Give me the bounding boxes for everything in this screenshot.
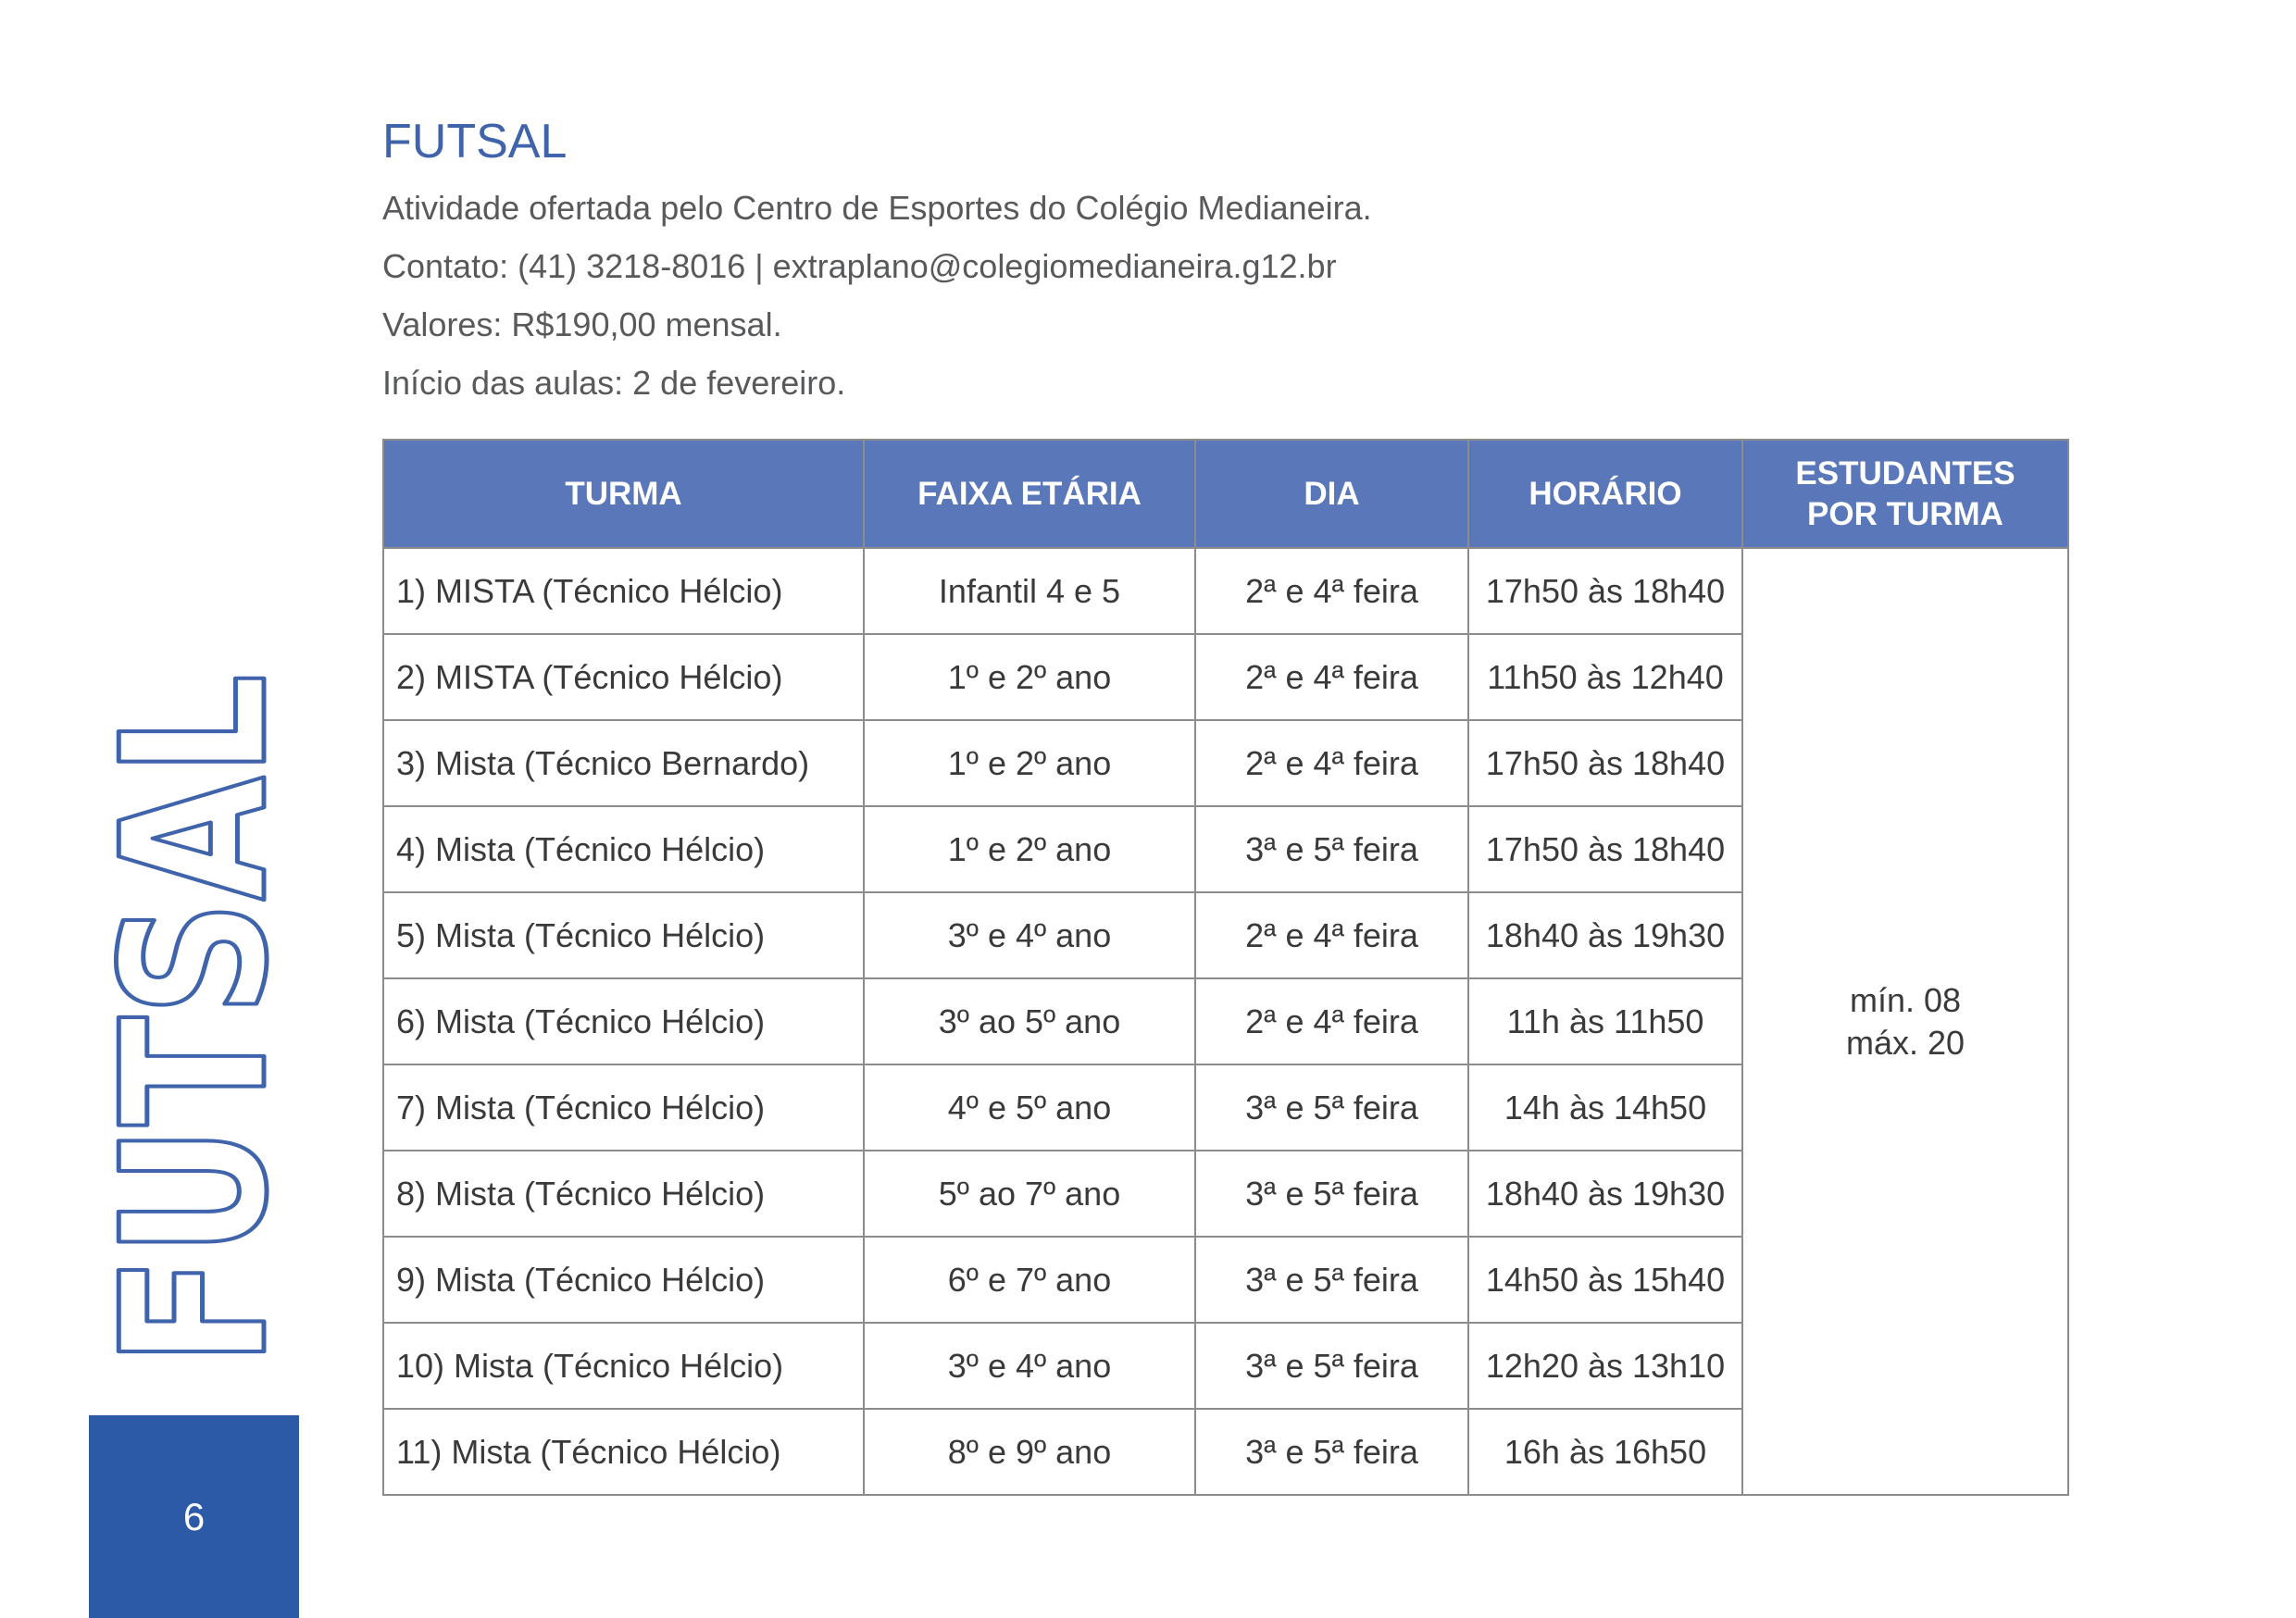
cell-dia: 2ª e 4ª feira	[1195, 720, 1468, 806]
cell-faixa-etaria: 1º e 2º ano	[864, 634, 1195, 720]
schedule-body	[383, 548, 2068, 1495]
cell-turma: 8) Mista (Técnico Hélcio)	[383, 1151, 864, 1237]
cell-turma: 4) Mista (Técnico Hélcio)	[383, 806, 864, 892]
cell-faixa-etaria: Infantil 4 e 5	[864, 548, 1195, 634]
cell-dia: 2ª e 4ª feira	[1195, 892, 1468, 978]
page-title: FUTSAL	[382, 115, 568, 168]
cell-horario: 14h às 14h50	[1468, 1064, 1742, 1151]
cell-estudantes-por-turma	[1742, 548, 2068, 1495]
cell-faixa-etaria: 3º ao 5º ano	[864, 978, 1195, 1064]
cell-horario: 17h50 às 18h40	[1468, 548, 1742, 634]
students-min: mín. 08	[1849, 980, 1962, 1019]
cell-turma: 6) Mista (Técnico Hélcio)	[383, 978, 864, 1064]
cell-horario: 16h às 16h50	[1468, 1409, 1742, 1495]
cell-dia: 3ª e 5ª feira	[1195, 1237, 1468, 1323]
start-date-line: Início das aulas: 2 de fevereiro.	[382, 364, 846, 402]
cell-turma: 3) Mista (Técnico Bernardo)	[383, 720, 864, 806]
cell-turma: 10) Mista (Técnico Hélcio)	[383, 1323, 864, 1409]
cell-turma: 1) MISTA (Técnico Hélcio)	[383, 548, 864, 634]
cell-horario: 11h às 11h50	[1468, 978, 1742, 1064]
cell-dia: 3ª e 5ª feira	[1195, 1064, 1468, 1151]
cell-faixa-etaria: 3º e 4º ano	[864, 892, 1195, 978]
activity-description: Atividade ofertada pelo Centro de Esportes do Colégio Medianeira.	[382, 189, 1372, 227]
cell-dia: 2ª e 4ª feira	[1195, 978, 1468, 1064]
header-estudantes-por-turma	[1742, 440, 2068, 548]
cell-horario: 11h50 às 12h40	[1468, 634, 1742, 720]
cell-faixa-etaria: 3º e 4º ano	[864, 1323, 1195, 1409]
cell-dia: 2ª e 4ª feira	[1195, 634, 1468, 720]
cell-faixa-etaria: 1º e 2º ano	[864, 806, 1195, 892]
table-row	[383, 548, 2068, 634]
students-max: máx. 20	[1845, 1023, 1965, 1062]
side-title-text: FUTSAL	[79, 508, 311, 1366]
cell-dia: 3ª e 5ª feira	[1195, 806, 1468, 892]
cell-dia: 3ª e 5ª feira	[1195, 1409, 1468, 1495]
cell-dia: 2ª e 4ª feira	[1195, 548, 1468, 634]
cell-horario: 14h50 às 15h40	[1468, 1237, 1742, 1323]
cell-turma: 9) Mista (Técnico Hélcio)	[383, 1237, 864, 1323]
header-horario: HORÁRIO	[1468, 440, 1742, 548]
cell-horario: 17h50 às 18h40	[1468, 720, 1742, 806]
schedule-table	[382, 439, 2069, 1496]
cell-dia: 3ª e 5ª feira	[1195, 1151, 1468, 1237]
header-faixa-etaria: FAIXA ETÁRIA	[864, 440, 1195, 548]
cell-horario: 18h40 às 19h30	[1468, 1151, 1742, 1237]
cell-faixa-etaria: 6º e 7º ano	[864, 1237, 1195, 1323]
page-number: 6	[182, 1494, 206, 1538]
cell-horario: 18h40 às 19h30	[1468, 892, 1742, 978]
header-estudantes-line-1: ESTUDANTES	[1795, 454, 2015, 492]
cell-turma: 7) Mista (Técnico Hélcio)	[383, 1064, 864, 1151]
contact-line: Contato: (41) 3218-8016 | extraplano@colegiomedianeira.g12.br	[382, 247, 1337, 285]
cell-horario: 12h20 às 13h10	[1468, 1323, 1742, 1409]
page-number-tab	[89, 1415, 299, 1618]
cell-faixa-etaria: 4º e 5º ano	[864, 1064, 1195, 1151]
cell-horario: 17h50 às 18h40	[1468, 806, 1742, 892]
cell-faixa-etaria: 1º e 2º ano	[864, 720, 1195, 806]
cell-faixa-etaria: 5º ao 7º ano	[864, 1151, 1195, 1237]
side-title-vertical	[79, 508, 311, 1379]
header-estudantes-line-2: POR TURMA	[1807, 495, 2003, 532]
cell-dia: 3ª e 5ª feira	[1195, 1323, 1468, 1409]
header-turma: TURMA	[383, 440, 864, 548]
cell-faixa-etaria: 8º e 9º ano	[864, 1409, 1195, 1495]
cell-turma: 11) Mista (Técnico Hélcio)	[383, 1409, 864, 1495]
header-dia: DIA	[1195, 440, 1468, 548]
cell-turma: 2) MISTA (Técnico Hélcio)	[383, 634, 864, 720]
cell-turma: 5) Mista (Técnico Hélcio)	[383, 892, 864, 978]
price-line: Valores: R$190,00 mensal.	[382, 305, 782, 343]
table-header-row	[383, 440, 2068, 548]
intro-info	[382, 179, 2141, 412]
